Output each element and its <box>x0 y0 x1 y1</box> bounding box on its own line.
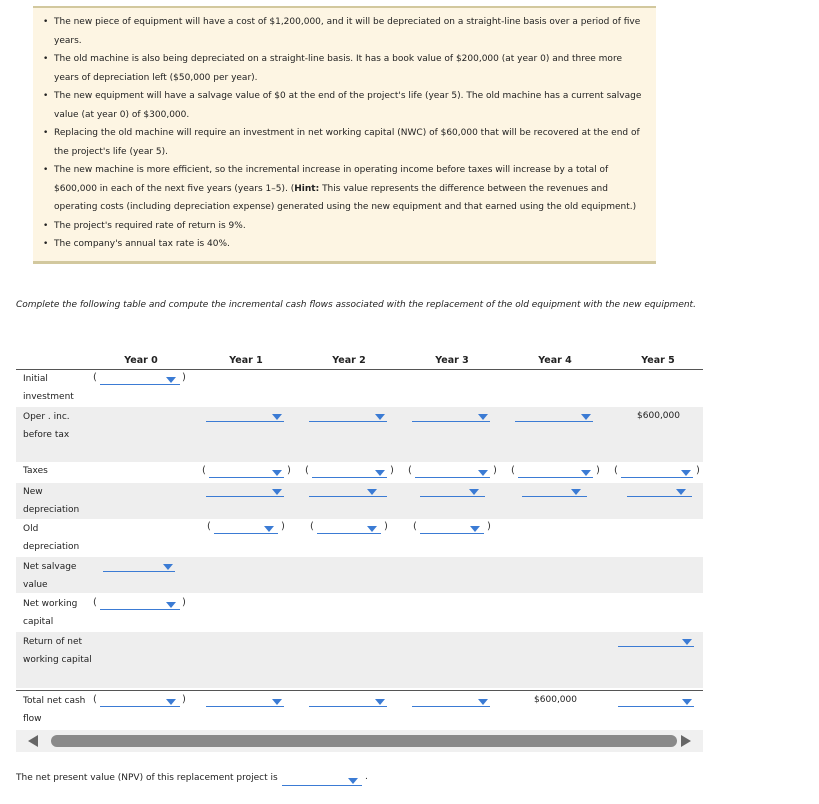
net-salvage-y0-dropdown[interactable] <box>103 559 175 573</box>
paren-open: ( <box>93 597 97 608</box>
paren-close: ) <box>182 694 186 705</box>
paren-close: ) <box>182 372 186 383</box>
oper-inc-y3-dropdown[interactable] <box>412 409 490 423</box>
taxes-y3-dropdown[interactable] <box>415 465 490 479</box>
total-y3-dropdown[interactable] <box>412 694 490 708</box>
npv-period: . <box>365 772 368 782</box>
paren-close: ) <box>281 521 285 532</box>
row-label-old-depreciation: Old depreciation <box>23 524 80 553</box>
npv-text: The net present value (NPV) of this replacement project is <box>16 773 278 783</box>
initial-investment-y0-dropdown[interactable] <box>100 372 180 386</box>
paren-open: ( <box>202 465 206 476</box>
oper-inc-y2-dropdown[interactable] <box>309 409 387 423</box>
row-label-total-cash-flow: Total net cash flow <box>23 696 86 725</box>
info-top-border <box>33 6 656 8</box>
oper-inc-y4-dropdown[interactable] <box>515 409 593 423</box>
old-dep-y2-dropdown[interactable] <box>317 521 381 535</box>
taxes-y1-dropdown[interactable] <box>209 465 284 479</box>
paren-close: ) <box>287 465 291 476</box>
new-dep-y1-dropdown[interactable] <box>206 484 284 498</box>
new-dep-y4-dropdown[interactable] <box>522 484 587 498</box>
row-label-taxes: Taxes <box>23 466 48 476</box>
paren-open: ( <box>408 465 412 476</box>
return-nwc-y5-dropdown[interactable] <box>618 634 694 648</box>
new-dep-y3-dropdown[interactable] <box>420 484 485 498</box>
bullet-item: • The old machine is also being depreciated on a straight-line basis. It has a book value of $200,000 (at year 0) and three more years of depreciation left ($50,000 per year). <box>43 54 622 83</box>
row-label-initial-investment: Initial investment <box>23 374 74 403</box>
header-divider <box>16 369 703 370</box>
paren-close: ) <box>696 465 700 476</box>
bullet-item: • The new equipment will have a salvage value of $0 at the end of the project's life (year 5). The old machine has a current salvage value (at year 0) of $300,000. <box>43 91 642 120</box>
paren-open: ( <box>207 521 211 532</box>
taxes-y4-dropdown[interactable] <box>518 465 593 479</box>
paren-close: ) <box>384 521 388 532</box>
scroll-left-icon[interactable] <box>28 735 38 747</box>
row-label-oper-inc: Oper . inc. before tax <box>23 412 70 441</box>
header-year-4: Year 4 <box>538 355 572 366</box>
paren-open: ( <box>305 465 309 476</box>
row-label-new-depreciation: New depreciation <box>23 487 80 516</box>
bullet-item: • The new machine is more efficient, so the incremental increase in operating income before taxes will increase by a total of $600,000 in each of the next five years (years 1–5). (Hint: This value represents the difference between the revenues and operating costs (including depreciation expense) generated using the new equipment and that earned using the old equipment.) <box>43 165 637 212</box>
nwc-y0-dropdown[interactable] <box>100 597 180 611</box>
header-year-5: Year 5 <box>641 355 675 366</box>
paren-open: ( <box>93 694 97 705</box>
row-label-net-salvage: Net salvage value <box>23 562 77 591</box>
paren-open: ( <box>93 372 97 383</box>
info-bottom-border <box>33 261 656 264</box>
bullet-item: • The project's required rate of return is 9%. <box>43 220 246 231</box>
bullet-item: • The new piece of equipment will have a cost of $1,200,000, and it will be depreciated on a straight-line basis over a period of five years. <box>43 17 641 46</box>
scroll-right-icon[interactable] <box>681 735 691 747</box>
bullet-item: • Replacing the old machine will require an investment in net working capital (NWC) of $60,000 that will be recovered at the end of the project's life (year 5). <box>43 128 640 157</box>
info-box <box>33 6 656 264</box>
total-y1-dropdown[interactable] <box>206 694 284 708</box>
horizontal-scrollbar[interactable] <box>16 730 703 752</box>
new-dep-y2-dropdown[interactable] <box>309 484 387 498</box>
paren-open: ( <box>413 521 417 532</box>
new-dep-y5-dropdown[interactable] <box>627 484 692 498</box>
header-year-2: Year 2 <box>332 355 366 366</box>
row-band-return-nwc <box>16 632 703 688</box>
row-label-return-nwc: Return of net working capital <box>23 637 92 666</box>
paren-close: ) <box>487 521 491 532</box>
paren-open: ( <box>310 521 314 532</box>
paren-close: ) <box>390 465 394 476</box>
bullet-item: • The company's annual tax rate is 40%. <box>43 239 230 249</box>
instruction-text: Complete the following table and compute the incremental cash flows associated with the replacement of the old equipment with the new equipment. <box>16 300 696 310</box>
header-year-0: Year 0 <box>124 355 158 366</box>
paren-open: ( <box>614 465 618 476</box>
info-list <box>33 6 656 254</box>
total-y2-dropdown[interactable] <box>309 694 387 708</box>
header-year-1: Year 1 <box>229 355 263 366</box>
scrollbar-thumb[interactable] <box>51 735 677 747</box>
old-dep-y3-dropdown[interactable] <box>420 521 484 535</box>
taxes-y5-dropdown[interactable] <box>621 465 693 479</box>
oper-inc-y1-dropdown[interactable] <box>206 409 284 423</box>
header-year-3: Year 3 <box>435 355 469 366</box>
hint-label: Hint: <box>294 183 320 194</box>
total-y5-dropdown[interactable] <box>618 694 694 708</box>
total-y0-dropdown[interactable] <box>100 694 180 708</box>
row-label-net-working-capital: Net working capital <box>23 599 78 628</box>
paren-close: ) <box>493 465 497 476</box>
paren-open: ( <box>511 465 515 476</box>
npv-dropdown[interactable] <box>282 773 362 787</box>
total-divider <box>16 690 703 691</box>
oper-inc-y5-value: $600,000 <box>637 411 680 421</box>
total-y4-value: $600,000 <box>534 695 577 705</box>
paren-close: ) <box>182 597 186 608</box>
paren-close: ) <box>596 465 600 476</box>
taxes-y2-dropdown[interactable] <box>312 465 387 479</box>
npv-sentence <box>16 773 278 783</box>
old-dep-y1-dropdown[interactable] <box>214 521 278 535</box>
